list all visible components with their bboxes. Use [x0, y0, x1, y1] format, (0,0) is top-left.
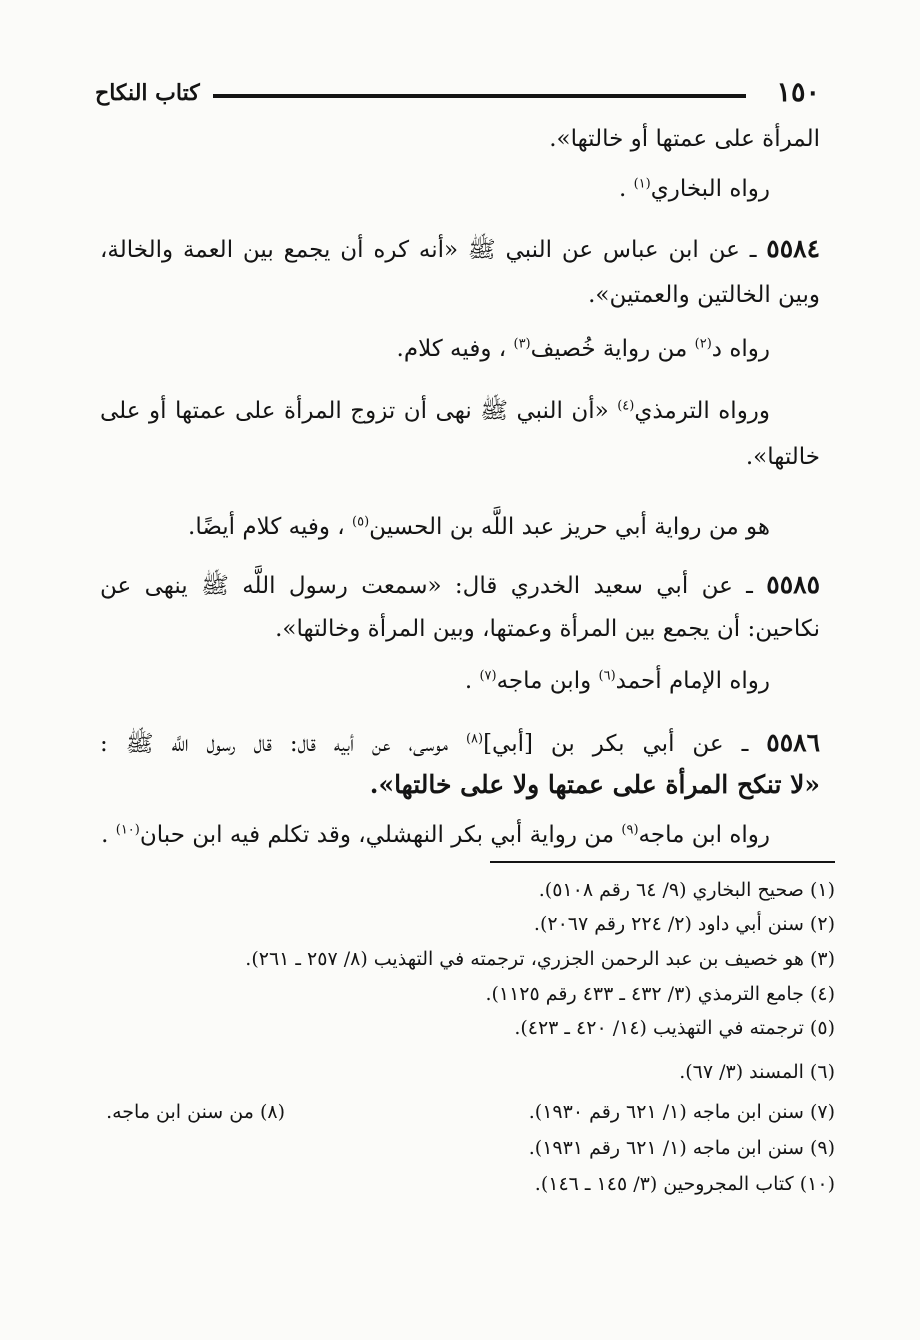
footnote-ref[interactable]: (٤): [617, 398, 635, 414]
narration-line: هو من رواية أبي حريز عبد اللَّه بن الحسين$^{(٥)}$ ، وفيه كلام أيضًا.: [188, 514, 770, 540]
footnote-ref[interactable]: (١٠): [115, 822, 140, 838]
footnote-ref[interactable]: (٣): [513, 336, 531, 352]
footnote-3: (٣) هو خصيف بن عبد الرحمن الجزري، ترجمته في التهذيب (٨/ ٢٥٧ ـ ٢٦١).: [245, 948, 835, 970]
footnote-1: (١) صحيح البخاري (٩/ ٦٤ رقم ٥١٠٨).: [538, 879, 835, 901]
text-line: نكاحين: أن يجمع بين المرأة وعمتها، وبين المرأة وخالتها».: [275, 616, 820, 642]
footnote-7: (٧) سنن ابن ماجه (١/ ٦٢١ رقم ١٩٣٠).: [528, 1101, 835, 1123]
hadith-5584: ٥٥٨٤ ـ عن ابن عباس عن النبي ﷺ «أنه كره أن يجمع بين العمة والخالة،: [100, 234, 820, 263]
narration-line: رواه الإمام أحمد$^{(٦)}$ وابن ماجه$^{(٧)}$ .: [464, 668, 770, 694]
narration-line: رواه ابن ماجه$^{(٩)}$ من رواية أبي بكر النهشلي، وقد تكلم فيه ابن حبان$^{(١٠)}$ .: [101, 822, 770, 848]
footnote-2: (٢) سنن أبي داود (٢/ ٢٢٤ رقم ٢٠٦٧).: [533, 913, 835, 935]
hadith-5586: ٥٥٨٦ ـ عن أبي بكر بن [أبي]$^{(٨)}$ موسى، عن أبيه قال: قال رسول اللَّه ﷺ :: [100, 728, 820, 757]
page-header: [95, 78, 820, 118]
header-rule: [213, 94, 746, 98]
footnote-divider: [490, 861, 835, 863]
footnote-5: (٥) ترجمته في التهذيب (١٤/ ٤٢٠ ـ ٤٢٣).: [514, 1017, 835, 1039]
text-line: وبين الخالتين والعمتين».: [588, 282, 820, 308]
footnote-ref[interactable]: (٩): [621, 822, 639, 838]
footnote-8: (٨) من سنن ابن ماجه.: [106, 1101, 285, 1123]
footnote-10: (١٠) كتاب المجروحين (٣/ ١٤٥ ـ ١٤٦).: [534, 1173, 835, 1195]
footnote-ref[interactable]: (٨): [465, 731, 484, 747]
page-number: ١٥٠: [776, 77, 820, 108]
hadith-number: ٥٥٨٦: [766, 728, 820, 757]
text-line: خالتها».: [745, 444, 820, 470]
footnote-ref[interactable]: (٢): [694, 336, 712, 352]
footnote-6: (٦) المسند (٣/ ٦٧).: [679, 1061, 835, 1083]
hadith-text-bold: «لا تنكح المرأة على عمتها ولا على خالتها».: [369, 770, 820, 799]
hadith-5585: ٥٥٨٥ ـ عن أبي سعيد الخدري قال: «سمعت رسول اللَّه ﷺ ينهى عن: [100, 570, 820, 599]
narration-line: رواه البخاري$^{(١)}$ .: [618, 176, 770, 202]
footnote-4: (٤) جامع الترمذي (٣/ ٤٣٢ ـ ٤٣٣ رقم ١١٢٥).: [485, 983, 835, 1005]
narration-line: ورواه الترمذي$^{(٤)}$ «أن النبي ﷺ نهى أن تزوج المرأة على عمتها أو على: [100, 398, 771, 424]
narration-line: رواه د$^{(٢)}$ من رواية خُصيف$^{(٣)}$ ، وفيه كلام.: [396, 336, 770, 362]
chapter-title: كتاب النكاح: [95, 80, 200, 106]
footnote-ref[interactable]: (١): [633, 176, 651, 192]
footnote-ref[interactable]: (٦): [598, 668, 616, 684]
footnote-9: (٩) سنن ابن ماجه (١/ ٦٢١ رقم ١٩٣١).: [528, 1137, 835, 1159]
hadith-number: ٥٥٨٥: [766, 570, 820, 599]
footnote-ref[interactable]: (٧): [479, 668, 497, 684]
hadith-number: ٥٥٨٤: [766, 234, 820, 263]
text-line: المرأة على عمتها أو خالتها».: [549, 126, 820, 152]
footnote-ref[interactable]: (٥): [352, 514, 370, 530]
